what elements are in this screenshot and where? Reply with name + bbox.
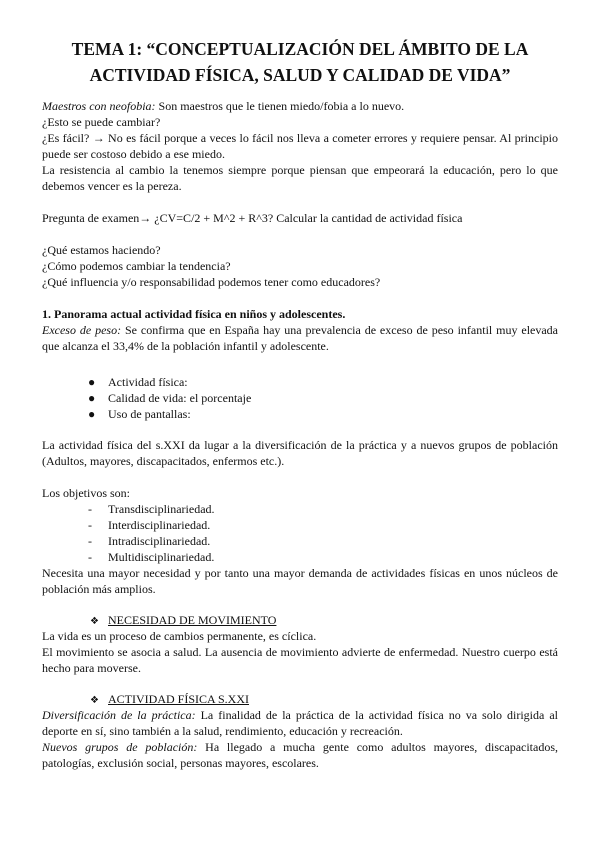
demanda-line-2: población más amplios. [42,582,156,596]
objetivo-item: - Intradisciplinariedad. [88,534,211,548]
nuevos-grupos-text-1: Ha llegado a mucha gente como adultos mayores, discapacitados, [197,740,559,754]
exceso-line-2: que alcanza el 33,4% de la población infantil y adolescente. [42,339,329,353]
question-2: ¿Cómo podemos cambiar la tendencia? [42,259,231,273]
actividad-heading-text: ACTIVIDAD FÍSICA S.XXI [108,692,250,706]
bullet-item: ● Uso de pantallas: [88,407,191,421]
question-3: ¿Qué influencia y/o responsabilidad podemos tener como educadores? [42,275,381,289]
diversificacion-label: Diversificación de la práctica: [42,708,196,722]
objetivo-item: - Multidisciplinariedad. [88,550,215,564]
dash-icon: - [88,550,92,564]
sxxi-line-1: La actividad física del s.XXI da lugar a la diversificación de la práctica y a nuevos grupos de población [42,438,558,452]
resistance-line-1: La resistencia al cambio la tenemos siempre porque piensan que empeorará la educación, pero lo que [42,163,558,177]
objetivo-item: - Interdisciplinariedad. [88,518,211,532]
exceso-text-1: Se confirma que en España hay una prevalencia de exceso de peso infantil muy elevada [121,323,559,337]
diversificacion-line-2: deporte en sí, sino también a la salud, rendimiento, educación y recreación. [42,724,403,738]
bullet-item: ● Actividad física: [88,375,188,389]
diamond-bullet-icon: ❖ [90,695,99,706]
necesidad-line-2: El movimiento se asocia a salud. La ausencia de movimiento advierte de enfermedad. Nuestro cuerpo está [42,645,558,659]
objetivos-label: Los objetivos son: [42,486,131,500]
bullet-icon: ● [88,375,96,389]
section-1-heading: 1. Panorama actual actividad física en niños y adolescentes. [42,307,346,321]
title-line-2: ACTIVIDAD FÍSICA, SALUD Y CALIDAD DE VIDA” [89,65,511,85]
title-line-1: TEMA 1: “CONCEPTUALIZACIÓN DEL ÁMBITO DE LA [71,39,529,59]
necesidad-line-3: hecho para moverse. [42,661,141,675]
bullet-icon: ● [88,407,96,421]
exceso-line-1 [42,322,558,338]
exceso-label: Exceso de peso: [42,323,122,337]
bullet-item: ● Calidad de vida: el porcentaje [88,391,252,405]
sxxi-line-2: (Adultos, mayores, discapacitados, enfermos etc.). [42,454,285,468]
nuevos-grupos-line-1 [42,739,558,755]
question-1: ¿Qué estamos haciendo? [42,243,161,257]
diversificacion-text-1: La finalidad de la práctica de la actividad física no va solo dirigida al [195,708,558,722]
easy-line-2: puede ser costoso debido a ese miedo. [42,147,225,161]
page-title [40,36,560,88]
diamond-bullet-icon: ❖ [90,616,99,627]
nuevos-grupos-line-2: patologías, exclusión social, personas mayores, escolares. [42,756,319,770]
diversificacion-line-1 [42,707,558,723]
neofobia-text: Son maestros que le tienen miedo/fobia a lo nuevo. [155,99,405,113]
necesidad-heading-text: NECESIDAD DE MOVIMIENTO [108,613,277,627]
neofobia-label: Maestros con neofobia: [42,99,156,113]
objetivo-item: - Transdisciplinariedad. [88,502,215,516]
easy-line-1: ¿Es fácil? → No es fácil porque a veces lo fácil nos lleva a cometer errores y requiere pensar. Al principio [42,131,558,145]
demanda-line-1: Necesita una mayor necesidad y por tanto una mayor demanda de actividades físicas en unos núcleos de [42,566,558,580]
bullet-icon: ● [88,391,96,405]
question-change: ¿Esto se puede cambiar? [42,115,161,129]
necesidad-line-1: La vida es un proceso de cambios permanente, es cíclica. [42,629,317,643]
neofobia-line [42,98,558,114]
dash-icon: - [88,502,92,516]
resistance-line-2: debemos vencer es la pereza. [42,179,182,193]
exam-question: Pregunta de examen→ ¿CV=C/2 + M^2 + R^3? Calcular la cantidad de actividad física [42,211,463,225]
nuevos-grupos-label: Nuevos grupos de población: [42,740,198,754]
dash-icon: - [88,518,92,532]
dash-icon: - [88,534,92,548]
